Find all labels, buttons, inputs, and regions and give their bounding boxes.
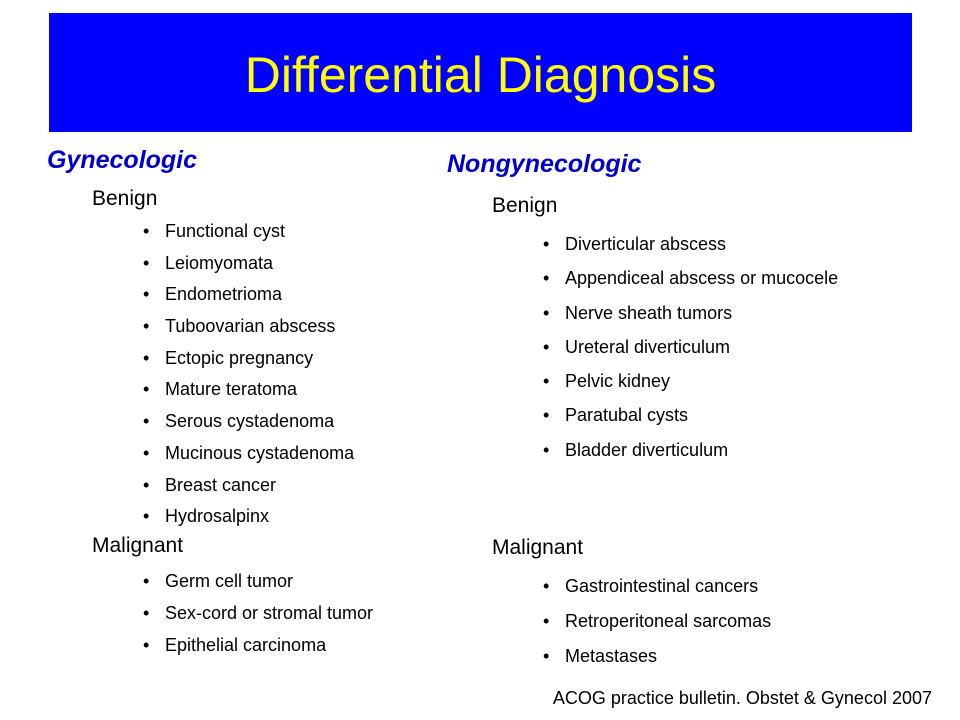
list-item	[143, 501, 467, 533]
section-label-benign: Benign	[92, 187, 158, 210]
title-bar	[49, 13, 912, 132]
list-item-text: Endometrioma	[165, 284, 283, 305]
list-item-text: Leiomyomata	[165, 252, 274, 273]
bullet-icon: •	[543, 439, 550, 460]
list-item-text: Hydrosalpinx	[165, 506, 270, 527]
list-item-text: Retroperitoneal sarcomas	[565, 611, 772, 632]
bullet-icon: •	[143, 221, 150, 241]
list-item	[543, 639, 957, 674]
list-item-text: Sex-cord or stromal tumor	[165, 602, 374, 623]
bullet-icon: •	[543, 646, 550, 667]
section-label-benign: Benign	[492, 194, 558, 217]
list-item-text: Nerve sheath tumors	[565, 302, 733, 323]
bullet-icon: •	[543, 611, 550, 632]
list-item-text: Bladder diverticulum	[565, 439, 729, 460]
list-item-text: Ureteral diverticulum	[565, 336, 731, 357]
list-item	[543, 227, 957, 261]
bullet-icon: •	[543, 234, 550, 254]
list-item-text: Metastases	[565, 646, 658, 667]
list-item	[143, 406, 467, 438]
bullet-icon: •	[543, 336, 550, 357]
list-item	[543, 569, 957, 604]
bullet-icon: •	[143, 284, 150, 305]
bullet-icon: •	[143, 347, 150, 368]
list-item	[543, 330, 957, 364]
list-item-text: Appendiceal abscess or mucocele	[565, 268, 839, 289]
list-item	[143, 629, 467, 661]
bullet-icon: •	[143, 570, 150, 591]
list-item-text: Serous cystadenoma	[165, 411, 335, 432]
bullet-icon: •	[143, 602, 150, 623]
list-item-text: Germ cell tumor	[165, 570, 294, 591]
bullet-list-nongyn-benign	[543, 227, 957, 467]
bullet-icon: •	[543, 576, 550, 597]
slide-title: Differential Diagnosis	[244, 46, 717, 103]
list-item-text: Gastrointestinal cancers	[565, 576, 759, 597]
list-item	[543, 433, 957, 467]
bullet-icon: •	[143, 442, 150, 463]
bullet-list-nongyn-malignant	[543, 569, 957, 674]
bullet-icon: •	[143, 252, 150, 273]
list-item	[143, 565, 467, 597]
column-nongynecologic	[447, 148, 957, 674]
list-item-text: Paratubal cysts	[565, 405, 689, 426]
list-item	[143, 597, 467, 629]
section-label-malignant: Malignant	[492, 536, 584, 560]
bullet-icon: •	[543, 302, 550, 323]
bullet-icon: •	[543, 268, 550, 289]
list-item-text: Mucinous cystadenoma	[165, 442, 355, 463]
list-item	[143, 248, 467, 280]
list-item-text: Mature teratoma	[165, 379, 298, 400]
bullet-icon: •	[543, 371, 550, 392]
list-item	[543, 364, 957, 398]
bullet-icon: •	[143, 379, 150, 400]
column-heading-gynecologic: Gynecologic	[47, 146, 198, 174]
bullet-icon: •	[143, 316, 150, 337]
list-item-text: Ectopic pregnancy	[165, 347, 314, 368]
list-item	[543, 604, 957, 639]
bullet-icon: •	[143, 506, 150, 527]
list-item	[143, 216, 467, 248]
bullet-list-gyn-benign	[143, 216, 467, 533]
citation-footer: ACOG practice bulletin. Obstet & Gynecol 2007	[552, 688, 932, 708]
list-item-text: Functional cyst	[165, 221, 286, 241]
list-item	[543, 398, 957, 432]
section-label-malignant: Malignant	[92, 533, 184, 557]
bullet-icon: •	[143, 634, 150, 655]
list-item-text: Epithelial carcinoma	[165, 634, 327, 655]
list-item	[543, 261, 957, 295]
list-item	[143, 343, 467, 375]
list-item-text: Pelvic kidney	[565, 371, 671, 392]
column-gynecologic	[47, 144, 467, 661]
bullet-icon: •	[543, 405, 550, 426]
list-item-text: Diverticular abscess	[565, 234, 727, 254]
list-item	[143, 311, 467, 343]
column-heading-nongynecologic: Nongynecologic	[447, 150, 642, 178]
list-item	[143, 438, 467, 470]
list-item	[143, 470, 467, 502]
list-item	[143, 279, 467, 311]
bullet-list-gyn-malignant	[143, 565, 467, 661]
list-item-text: Breast cancer	[165, 474, 277, 495]
bullet-icon: •	[143, 411, 150, 432]
list-item	[143, 374, 467, 406]
list-item	[543, 296, 957, 330]
list-item-text: Tuboovarian abscess	[165, 316, 336, 337]
bullet-icon: •	[143, 474, 150, 495]
